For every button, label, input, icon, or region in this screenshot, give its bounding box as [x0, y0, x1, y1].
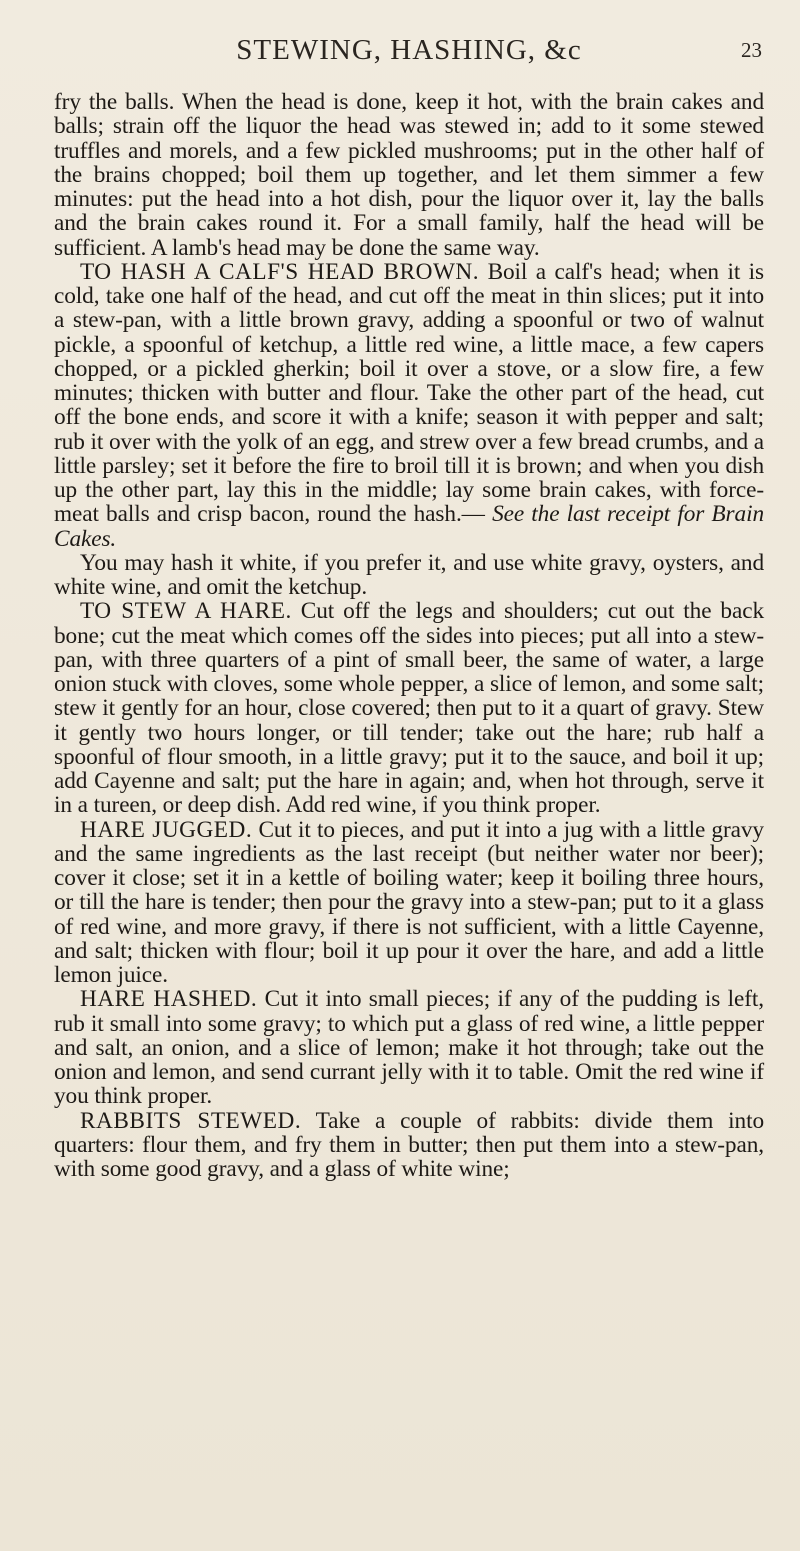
recipe-heading: TO STEW A HARE.	[80, 598, 292, 625]
running-head	[54, 34, 764, 90]
recipe-paragraph-3	[54, 551, 764, 600]
recipe-text: Cut off the legs and shoulders; cut out the back bone; cut the meat which comes off the sides into pieces; put all into a stew-pan, with three quarters of a pint of small beer, the same of water, a large onion stuck with cloves, some whole pepper, a slice of lemon, and some salt; stew it gently for an hour, close covered; then put to it a quart of gravy. Stew it gently two hours longer, or till tender; take out the hare; rub half a spoonful of flour smooth, in a little gravy; put it to the sauce, and boil it up; add Cayenne and salt; put the hare in again; and, when hot through, serve it in a tureen, or deep dish. Add red wine, if you think proper.	[54, 598, 764, 819]
recipe-heading: HARE HASHED.	[80, 986, 258, 1013]
recipe-text: You may hash it white, if you prefer it, and use white gravy, oysters, and white wine, and omit the ketchup.	[54, 549, 764, 600]
recipe-text: Boil a calf's head; when it is cold, take one half of the head, and cut off the meat in thin slices; put it into a stew-pan, with a little brown gravy, adding a spoonful or two of walnut pickle, a spoonful of ketchup, a little red wine, a little mace, a few capers chopped, or a pickled gherkin; boil it over a stove, or a slow fire, a few minutes; thicken with butter and flour. Take the other part of the head, cut off the bone ends, and score it with a knife; season it with pepper and salt; rub it over with the yolk of an egg, and strew over a few bread crumbs, and a little parsley; set it before the fire to broil till it is brown; and when you dish up the other part, lay this in the middle; lay some brain cakes, with force-meat balls and crisp bacon, round the hash.—	[54, 258, 764, 528]
body-text	[54, 90, 764, 1181]
recipe-paragraph-5	[54, 818, 764, 988]
recipe-text: Cut it into small pieces; if any of the pudding is left, rub it small into some gravy; to which put a glass of red wine, a little pepper and salt, an onion, and a slice of lemon; make it hot through; take out the onion and lemon, and send currant jelly with it to table. Omit the red wine if you think proper.	[54, 986, 764, 1110]
recipe-heading: RABBITS STEWED.	[80, 1107, 302, 1134]
recipe-text: Take a couple of rabbits: divide them into quarters: flour them, and fry them in butter; then put them into a stew-pan, with some good gravy, and a glass of white wine;	[54, 1107, 764, 1182]
recipe-paragraph-4	[54, 599, 764, 817]
page-number: 23	[741, 38, 762, 62]
recipe-heading: HARE JUGGED.	[80, 816, 253, 843]
recipe-text: Cut it to pieces, and put it into a jug with a little gravy and the same ingredients as the last receipt (but neither water nor beer); cover it close; set it in a kettle of boiling water; keep it boiling three hours, or till the hare is tender; then pour the gravy into a stew-pan; put to it a glass of red wine, and more gravy, if there is not sufficient, with a little Cayenne, and salt; thicken with flour; boil it up pour it over the hare, and add a little lemon juice.	[54, 816, 764, 988]
recipe-heading: TO HASH A CALF'S HEAD BROWN.	[80, 258, 480, 285]
recipe-paragraph-1	[54, 90, 764, 260]
recipe-paragraph-6	[54, 987, 764, 1108]
recipe-text: fry the balls. When the head is done, keep it hot, with the brain cakes and balls; strain off the liquor the head was stewed in; add to it some stewed truffles and morels, and a few pickled mushrooms; put in the other half of the brains chopped; boil them up together, and let them simmer a few minutes: put the head into a hot dish, pour the liquor over it, lay the balls and the brain cakes round it. For a small family, half the head will be sufficient. A lamb's head may be done the same way.	[54, 89, 764, 261]
recipe-note: See the last receipt for Brain Cakes.	[54, 501, 764, 552]
running-title: STEWING, HASHING, &c	[236, 34, 582, 66]
recipe-paragraph-2	[54, 260, 764, 551]
recipe-paragraph-7	[54, 1109, 764, 1182]
